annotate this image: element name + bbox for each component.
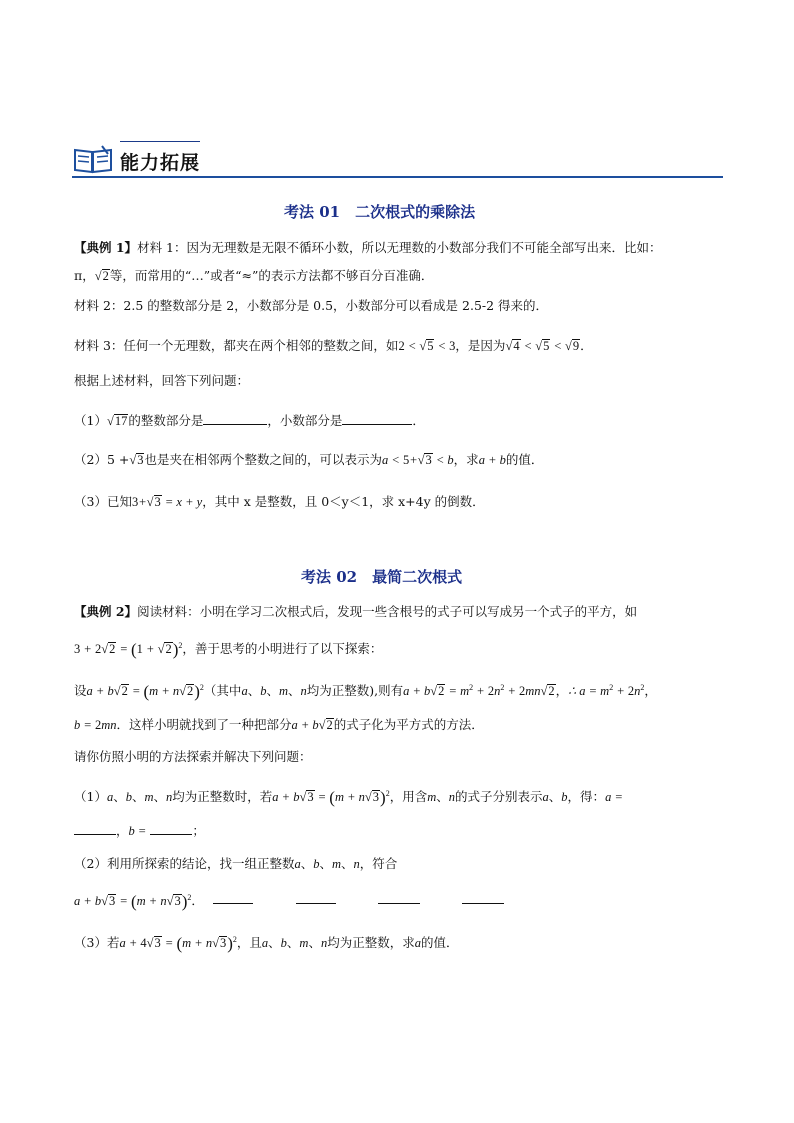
- q3-text-b: ，其中 x 是整数，且 0＜y＜1，求 x+4y 的倒数．: [202, 494, 485, 509]
- s2-q3a: （3）若: [74, 935, 120, 951]
- s2-q3d: 的值．: [420, 935, 459, 951]
- q1-text-b: 的整数部分是: [128, 413, 204, 428]
- s2-p3d: ，: [555, 683, 569, 699]
- ineq-1: 2 < √5 < 3: [398, 339, 456, 353]
- q2-text-a: （2）5 +: [74, 452, 130, 467]
- section1-heading: 考法 01 二次根式的乘除法: [284, 203, 476, 221]
- s1-p4b: ，是因为: [455, 338, 506, 353]
- s2-line3: 设$a + b√2 = (m + n√2)^2$（其中a、b、m、n均为正整数),则有$a + b√2 = m^2 + 2n^2 + 2mn√2$，∴ $a = m^2 + 2n^2$，: [74, 682, 657, 702]
- s1-p2a: π，: [74, 268, 95, 283]
- s1-line3: 材料 2：2.5 的整数部分是 2，小数部分是 0.5，小数部分可以看成是 2.5-2 得来的．: [74, 298, 549, 313]
- q1-num: （1）: [74, 413, 107, 428]
- q2-text-d: 的值．: [505, 452, 544, 467]
- answer-blank[interactable]: [213, 903, 253, 904]
- s1-q3: （3）已知3+√3 = x + y，其中 x 是整数，且 0＜y＜1，求 x+4y 的倒数．: [74, 494, 485, 509]
- s1-p4c: ．: [580, 338, 593, 353]
- answer-blank[interactable]: [296, 903, 336, 904]
- example-label: 【典例 1】: [74, 240, 138, 255]
- s2-q1g: ；: [192, 823, 205, 838]
- s1-q1: （1）√17的整数部分是 ，小数部分是 ．: [74, 413, 425, 428]
- s2-line4: b = 2mn．这样小明就找到了一种把部分a + b√2的式子化为平方式的方法．: [74, 717, 484, 732]
- s1-line1: [74, 240, 662, 256]
- s2-line5: 请你仿照小明的方法探索并解决下列问题：: [74, 749, 312, 764]
- answer-blank[interactable]: [462, 903, 504, 904]
- s2-q1c: ，用含: [389, 789, 428, 805]
- s1-line2: π，√2等，而常用的“…”或者“≈”的表示方法都不够百分百准确．: [74, 268, 434, 283]
- s2-q1: （1）a、b、m、n均为正整数时，若$a + b√3 = (m + n√3)^2$，用含m、n的式子分别表示a、b，得：a =: [74, 788, 623, 808]
- s1-q2: （2）5 +√3也是夹在相邻两个整数之间的，可以表示为a < 5+√3 < b，求a + b的值．: [74, 452, 544, 467]
- s1-line4: [74, 338, 593, 354]
- example-label: 【典例 2】: [74, 604, 138, 619]
- s2-q2-eq: $a + b√3 = (m + n√3)^2$．: [74, 892, 204, 912]
- s2-line1: [74, 604, 637, 620]
- s2-p3a: 设: [74, 683, 87, 699]
- ineq-2: √4 < √5 < √9: [505, 339, 580, 353]
- q3-text-a: （3）已知: [74, 494, 132, 509]
- s2-q1d: 的式子分别表示: [455, 789, 543, 805]
- title-rule: [72, 176, 723, 178]
- open-book-icon: [72, 144, 114, 174]
- page-title: 能力拓展: [120, 152, 201, 174]
- s1-p4a: 材料 3：任何一个无理数，都夹在两个相邻的整数之间，如: [74, 338, 399, 353]
- section2-heading: 考法 02 最简二次根式: [301, 568, 463, 586]
- s2-p3b: （其中: [203, 683, 242, 699]
- s2-q1e: ，得：: [567, 789, 606, 805]
- s2-q2b: ，符合: [359, 856, 398, 871]
- q1-text-c: ，小数部分是: [267, 413, 343, 428]
- s1-p1: 材料 1：因为无理数是无限不循环小数，所以无理数的小数部分我们不可能全部写出来．比如：: [137, 240, 662, 255]
- q2-text-b: 也是夹在相邻两个整数之间的，可以表示为: [144, 452, 382, 467]
- s2-q2a: （2）利用所探索的结论，找一组正整数: [74, 856, 295, 871]
- answer-blank-b[interactable]: [150, 822, 192, 835]
- answer-blank[interactable]: [203, 412, 267, 425]
- s2-q1b: 均为正整数时，若: [172, 789, 273, 805]
- s2-q1-answers: ，b = ；: [74, 822, 205, 839]
- s2-q3b: ，且: [236, 935, 262, 951]
- s1-p2b: 等，而常用的“…”或者“≈”的表示方法都不够百分百准确．: [109, 268, 434, 283]
- s2-p3c: 均为正整数),则有: [306, 683, 404, 699]
- s2-p1: 阅读材料：小明在学习二次根式后，发现一些含根号的式子可以写成另一个式子的平方，如: [137, 604, 638, 619]
- s1-line5: 根据上述材料，回答下列问题：: [74, 373, 250, 388]
- q2-text-c: ，求: [453, 452, 479, 467]
- s2-q1a: （1）: [74, 789, 107, 805]
- answer-blank[interactable]: [378, 903, 420, 904]
- q1-text-d: ．: [412, 413, 425, 428]
- answer-blank-a[interactable]: [74, 822, 116, 835]
- s2-p3e: ，: [644, 683, 657, 699]
- s2-q3: （3）若$a + 4√3 = (m + n√3)^2$，且a、b、m、n均为正整数，求a的值．: [74, 934, 459, 954]
- s2-p4b: ．这样小明就找到了一种把部分: [116, 717, 292, 732]
- s2-p4c: 的式子化为平方式的方法．: [333, 717, 484, 732]
- s2-q2c: ．: [191, 893, 204, 909]
- s2-q3c: 均为正整数，求: [327, 935, 415, 951]
- answer-blank[interactable]: [342, 412, 412, 425]
- s2-p2b: ，善于思考的小明进行了以下探索：: [182, 641, 383, 657]
- s2-q2: （2）利用所探索的结论，找一组正整数a、b、m、n，符合: [74, 856, 398, 871]
- header-top-line: [120, 141, 200, 142]
- s2-q1f: ，: [116, 823, 129, 838]
- s2-line2: $3 + 2√2 = (1 + √2)^2$，善于思考的小明进行了以下探索：: [74, 640, 383, 660]
